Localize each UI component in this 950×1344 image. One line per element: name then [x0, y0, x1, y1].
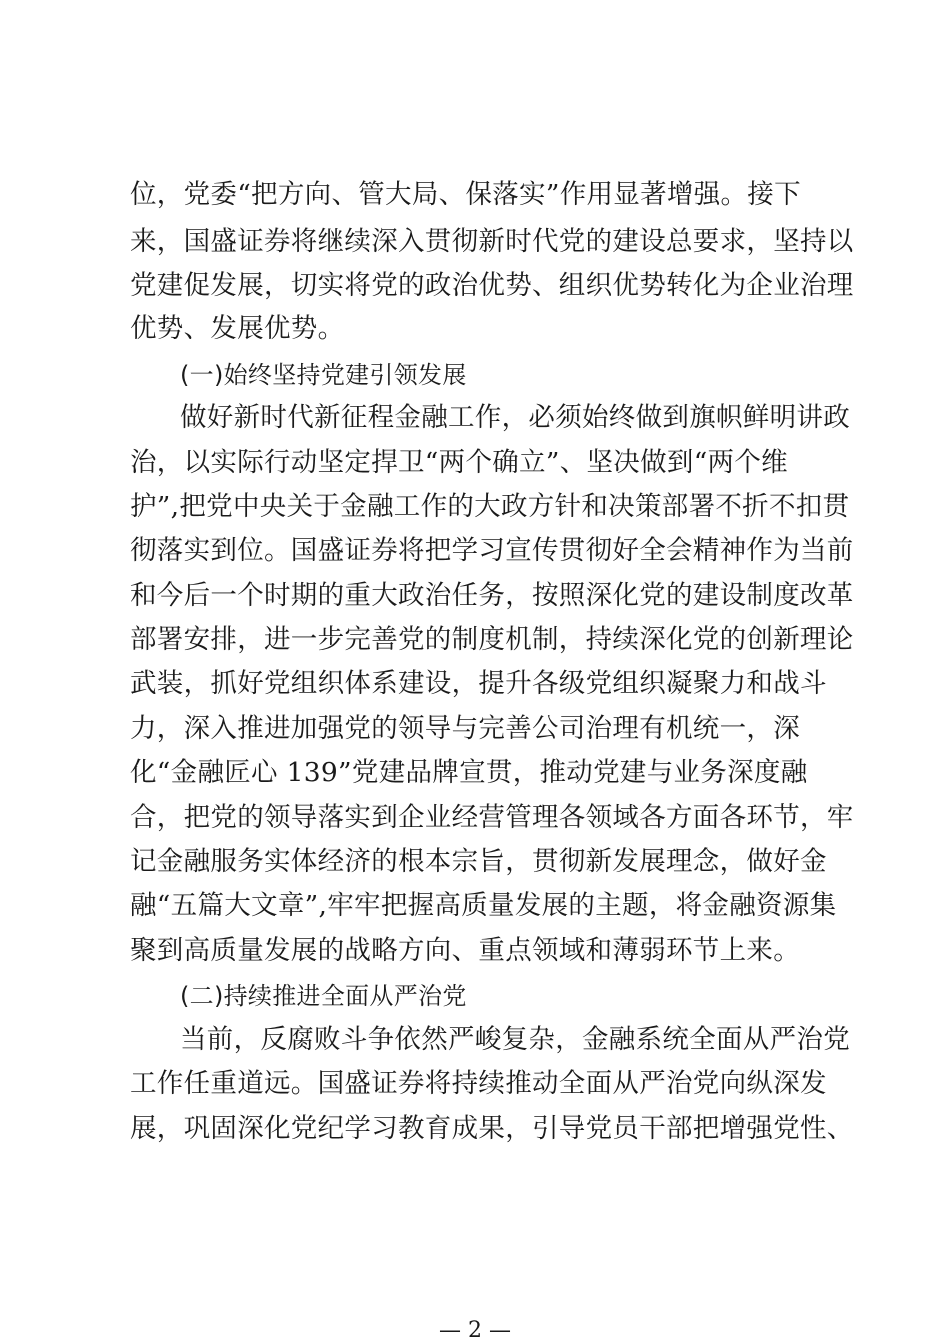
text-line: 融“五篇大文章”,牢牢把握高质量发展的主题，将金融资源集	[130, 890, 837, 921]
paragraph-first-line: 当前，反腐败斗争依然严峻复杂，金融系统全面从严治党	[180, 1024, 850, 1055]
text-line: 工作任重道远。国盛证券将持续推动全面从严治党向纵深发	[130, 1068, 827, 1099]
text-line: 和今后一个时期的重大政治任务，按照深化党的建设制度改革	[130, 580, 854, 611]
section-heading-1: (一)始终坚持党建引领发展	[180, 361, 467, 389]
text-line: 优势、发展优势。	[130, 313, 345, 344]
text-line: 部署安排，进一步完善党的制度机制，持续深化党的创新理论	[130, 624, 854, 655]
text-line: 力，深入推进加强党的领导与完善公司治理有机统一，深	[130, 713, 800, 744]
text-line: 记金融服务实体经济的根本宗旨，贯彻新发展理念，做好金	[130, 846, 827, 877]
text-line: 党建促发展，切实将党的政治优势、组织优势转化为企业治理	[130, 270, 854, 301]
section-heading-2: (二)持续推进全面从严治党	[180, 982, 467, 1010]
text-line: 合，把党的领导落实到企业经营管理各领域各方面各环节，牢	[130, 802, 854, 833]
text-line: 护”,把党中央关于金融工作的大政方针和决策部署不折不扣贯	[130, 491, 850, 522]
paragraph-first-line: 做好新时代新征程金融工作，必须始终做到旗帜鲜明讲政	[180, 402, 850, 433]
text-line: 武装，抓好党组织体系建设，提升各级党组织凝聚力和战斗	[130, 668, 827, 699]
text-line: 彻落实到位。国盛证券将把学习宣传贯彻好全会精神作为当前	[130, 535, 854, 566]
text-line: 来，国盛证券将继续深入贯彻新时代党的建设总要求，坚持以	[130, 226, 854, 257]
text-line: 化“金融匠心 139”党建品牌宣贯，推动党建与业务深度融	[130, 757, 808, 788]
text-line: 聚到高质量发展的战略方向、重点领域和薄弱环节上来。	[130, 935, 800, 966]
text-line: 展，巩固深化党纪学习教育成果，引导党员干部把增强党性、	[130, 1113, 854, 1144]
page-number: — 2 —	[439, 1318, 511, 1343]
text-line: 治，以实际行动坚定捍卫“两个确立”、坚决做到“两个维	[130, 447, 788, 478]
text-line: 位，党委“把方向、管大局、保落实”作用显著增强。接下	[130, 179, 801, 210]
